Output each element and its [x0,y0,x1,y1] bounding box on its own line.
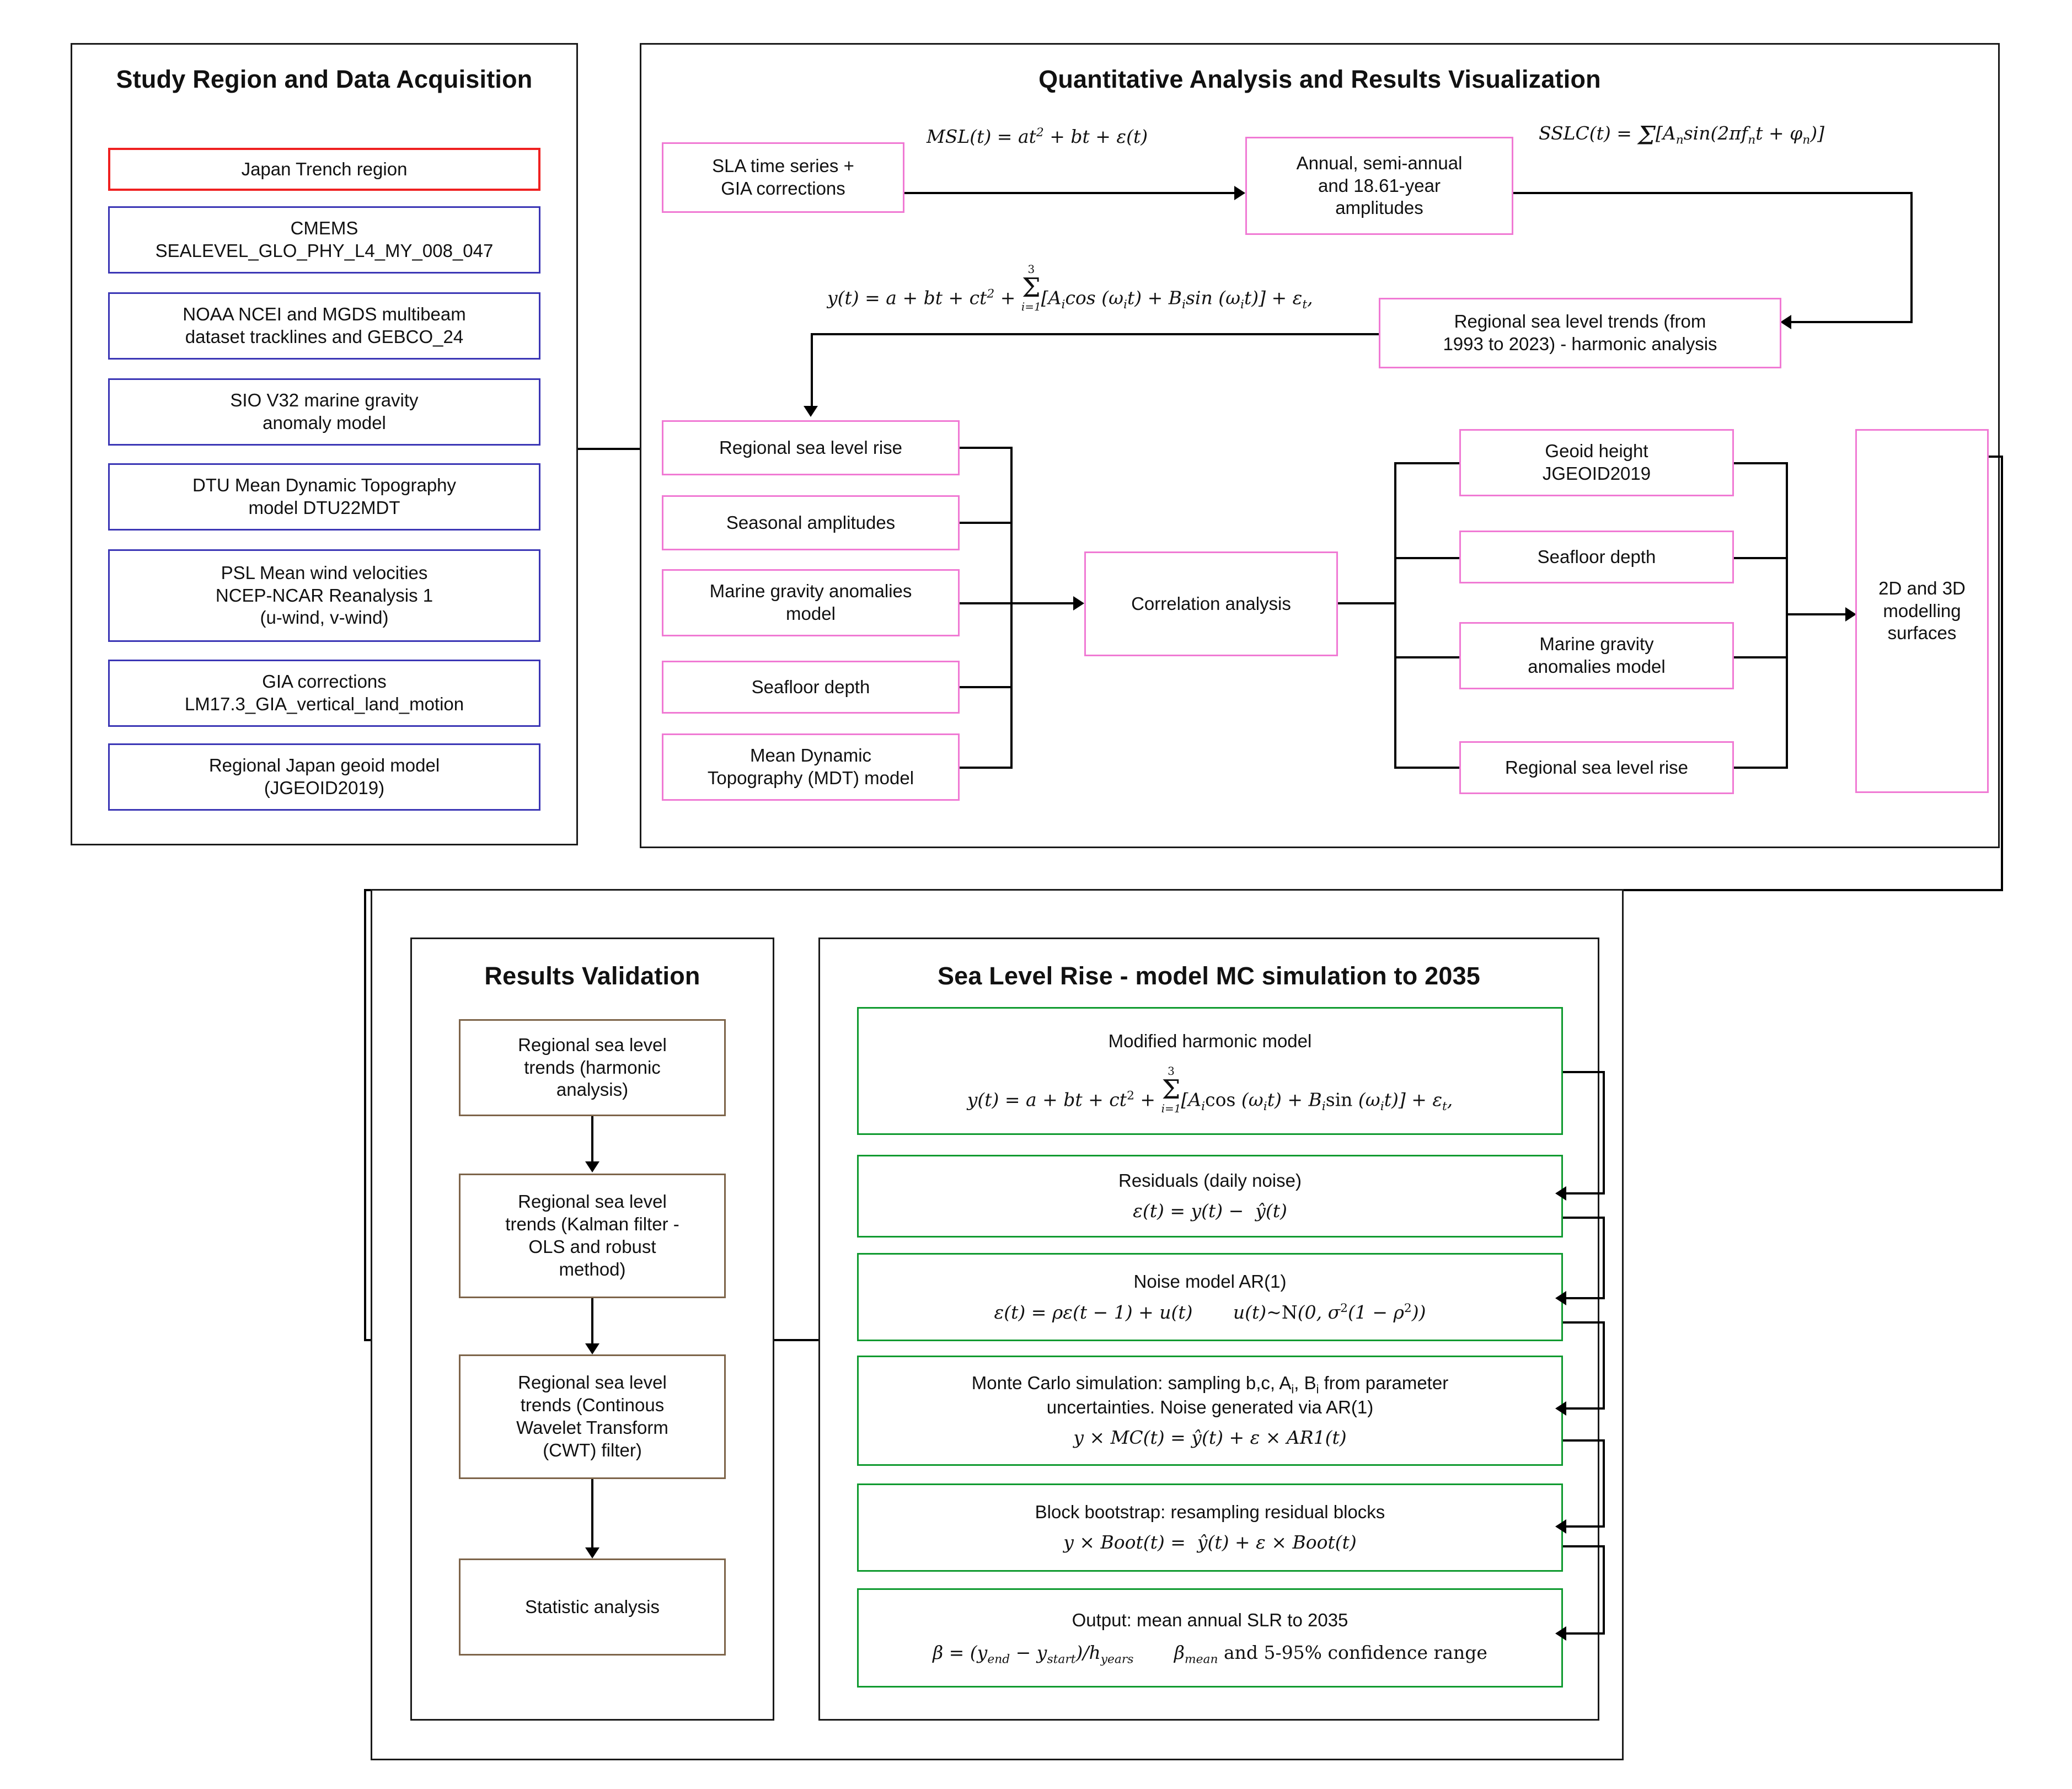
bus-left-1 [960,447,1013,449]
connector-sla-to-amp-arrow [1234,186,1245,200]
box-regional-slr-left[interactable]: Regional sea level rise [662,420,960,475]
mc-step-monte-carlo[interactable] [857,1356,1563,1466]
panel-mc-simulation-title: Sea Level Rise - model MC simulation to 2035 [937,962,1481,990]
box-marine-gravity-right[interactable]: Marine gravity anomalies model [1459,622,1734,689]
mc-conn-3-in [1563,1407,1605,1410]
mc-conn-5-arrow [1555,1626,1566,1641]
validation-step-kalman[interactable]: Regional sea level trends (Kalman filter - OLS and robust method) [459,1174,726,1298]
mc-step-1-equation: y(t) = a + bt + $ct^2$ + 3 Σ i=1 [$A_i\cos$ $(\omega_it) + B_i\sin$ $(\omega_it)] + \varepsilon_t$, [967,1064,1453,1116]
merge-right-vertical [1786,462,1788,769]
connector-trend-down-arrow [804,406,818,417]
validation-line-2 [591,1298,593,1346]
connector-trend-down [811,333,813,410]
connector-amp-to-trend [1789,321,1913,323]
bus-left-5 [960,767,1013,769]
validation-step-statistic[interactable]: Statistic analysis [459,1558,726,1656]
connector-trend-left [811,333,1379,335]
mc-conn-3-out [1563,1321,1605,1324]
box-regional-trends-harmonic[interactable]: Regional sea level trends (from 1993 to 2023) - harmonic analysis [1379,298,1781,368]
data-item-japan-trench[interactable]: Japan Trench region [108,148,540,191]
mc-step-3-equation: ε(t) = ρε(t − 1) + u(t) u(t)~N(0, $\sigma^2(1 - \rho^2)$) [994,1301,1426,1323]
mc-step-4-heading: Monte Carlo simulation: sampling b,c, $A_i$, $B_i$ from parameter uncertainties. Noise generated via AR(1) [971,1372,1449,1418]
merge-right-4 [1734,767,1788,769]
box-regional-slr-right[interactable]: Regional sea level rise [1459,741,1734,794]
mc-conn-2-out [1563,1217,1605,1219]
connector-amp-down [1910,192,1913,323]
box-seafloor-depth-left[interactable]: Seafloor depth [662,661,960,714]
merge-right-1 [1734,462,1788,464]
box-2d-3d-modelling[interactable]: 2D and 3D modelling surfaces [1855,429,1989,793]
connector-validation-down [364,889,366,1341]
mc-conn-5-out [1563,1545,1605,1547]
connector-final-down-a [2001,456,2003,891]
mc-conn-2-v [1603,1217,1605,1299]
data-item-gia-corrections[interactable]: GIA corrections LM17.3_GIA_vertical_land_motion [108,660,540,727]
connector-amp-to-trend-arrow [1780,315,1791,329]
data-item-noaa-mgds[interactable]: NOAA NCEI and MGDS multibeam dataset tracklines and GEBCO_24 [108,292,540,360]
mc-step-2-equation: ε(t) = y(t) − ŷ(t) [1133,1200,1287,1222]
box-mdt-model[interactable]: Mean Dynamic Topography (MDT) model [662,733,960,801]
connector-amp-right [1513,192,1913,194]
box-geoid-height[interactable]: Geoid height JGEOID2019 [1459,429,1734,496]
connector-sla-to-amp [904,192,1235,194]
data-item-dtu-mdt[interactable]: DTU Mean Dynamic Topography model DTU22MDT [108,463,540,531]
bus-right-1 [1394,462,1461,464]
mc-conn-4-in [1563,1525,1605,1528]
mc-step-output[interactable] [857,1588,1563,1688]
panel-study-region-title: Study Region and Data Acquisition [116,65,533,93]
equation-msl: $MSL(t) = at^2$ + bt + ε(t) [927,126,1148,147]
bus-right-vertical [1394,462,1396,769]
box-marine-gravity-left[interactable]: Marine gravity anomalies model [662,569,960,636]
panel-results-validation-title: Results Validation [484,962,700,990]
validation-line-3 [591,1479,593,1550]
bus-left-4 [960,686,1013,688]
mc-conn-4-v [1603,1439,1605,1528]
validation-arrow-3 [585,1547,599,1558]
box-correlation-analysis[interactable]: Correlation analysis [1084,551,1338,656]
data-item-sio-gravity[interactable]: SIO V32 marine gravity anomaly model [108,378,540,446]
merge-right-2 [1734,557,1788,559]
mc-conn-3-v [1603,1321,1605,1410]
bus-left-3 [960,602,1013,604]
validation-step-cwt[interactable]: Regional sea level trends (Continous Wavelet Transform (CWT) filter) [459,1354,726,1479]
mc-conn-5-v [1603,1545,1605,1635]
bus-right-4 [1394,767,1461,769]
mc-conn-4-arrow [1555,1519,1566,1534]
mc-step-5-heading: Block bootstrap: resampling residual blocks [1035,1502,1385,1523]
validation-line-1 [591,1116,593,1164]
data-item-jgeoid[interactable]: Regional Japan geoid model (JGEOID2019) [108,743,540,811]
connector-final-left [1989,456,2003,458]
mc-conn-1-arrow [1555,1186,1566,1201]
bus-left-2 [960,522,1013,524]
mc-step-2-heading: Residuals (daily noise) [1118,1170,1302,1191]
data-item-cmems[interactable]: CMEMS SEALEVEL_GLO_PHY_L4_MY_008_047 [108,206,540,274]
data-item-psl-wind[interactable]: PSL Mean wind velocities NCEP-NCAR Reanalysis 1 (u-wind, v-wind) [108,549,540,642]
box-annual-amplitudes[interactable]: Annual, semi-annual and 18.61-year amplitudes [1245,137,1513,235]
mc-step-noise-model[interactable] [857,1253,1563,1341]
bus-right-from-correlation [1338,602,1396,604]
mc-conn-2-arrow [1555,1291,1566,1305]
validation-step-harmonic[interactable]: Regional sea level trends (harmonic analysis) [459,1019,726,1116]
merge-right-3 [1734,656,1788,658]
mc-step-harmonic-model[interactable] [857,1007,1563,1135]
box-seasonal-amplitudes[interactable]: Seasonal amplitudes [662,495,960,550]
equation-harmonic-main: y(t) = a + bt + $ct^2$ + 3 Σ i=1 [$A_i\cos$ $(\omega_it) + B_i\sin$ $(\omega_it)] + \varepsilon_t$, [827,263,1313,313]
box-seafloor-depth-right[interactable]: Seafloor depth [1459,531,1734,583]
bus-right-2 [1394,557,1461,559]
validation-arrow-2 [585,1343,599,1354]
merge-right-to-final-arrow [1845,607,1856,622]
equation-sslc: SSLC(t) = $\Sigma[A_n\sin(2\pi f_nt + \varphi_n)]$ [1539,120,1825,151]
bus-right-3 [1394,656,1461,658]
mc-step-residuals[interactable] [857,1155,1563,1238]
mc-conn-1-v [1603,1071,1605,1193]
box-sla-time-series[interactable]: SLA time series + GIA corrections [662,142,904,213]
bus-left-to-correlation-arrow [1073,596,1084,610]
mc-conn-4-out [1563,1439,1605,1442]
mc-step-3-heading: Noise model AR(1) [1133,1271,1287,1292]
mc-conn-3-arrow [1555,1401,1566,1416]
bus-left-to-correlation [1010,602,1074,604]
mc-step-6-heading: Output: mean annual SLR to 2035 [1072,1609,1348,1630]
bus-left-vertical [1010,447,1013,769]
mc-conn-1-in [1563,1192,1605,1195]
merge-right-to-final [1786,613,1846,615]
mc-step-5-equation: y × Boot(t) = ŷ(t) + ε × Boot(t) [1063,1531,1357,1553]
mc-conn-2-in [1563,1297,1605,1299]
mc-conn-1-out [1563,1071,1605,1073]
mc-step-block-bootstrap[interactable] [857,1483,1563,1572]
mc-step-1-heading: Modified harmonic model [1108,1030,1312,1051]
mc-step-4-equation: y × MC(t) = ŷ(t) + ε × AR1(t) [1073,1427,1347,1449]
mc-step-6-equation: $\beta = (y_{end} - y_{start})/h_{years}$ $\beta_{mean}$ and 5-95% confidence range [933,1641,1487,1667]
mc-conn-5-in [1563,1632,1605,1635]
panel-quantitative-title: Quantitative Analysis and Results Visualization [1038,65,1601,93]
